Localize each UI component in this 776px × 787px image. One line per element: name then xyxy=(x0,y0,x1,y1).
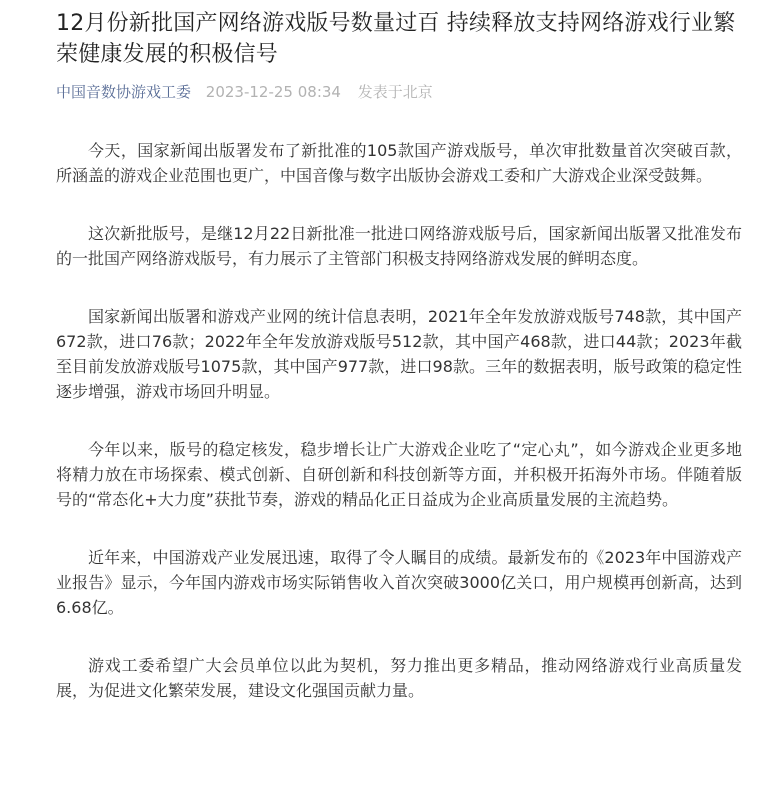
publish-location: 发表于北京 xyxy=(357,83,433,101)
paragraph-1: 今天，国家新闻出版署发布了新批准的105款国产游戏版号，单次审批数量首次突破百款，所涵盖的游戏企业范围也更广，中国音像与数字出版协会游戏工委和广大游戏企业深受鼓舞。 xyxy=(56,141,742,185)
article-body xyxy=(56,138,742,703)
paragraph-6: 游戏工委希望广大会员单位以此为契机，努力推出更多精品，推动网络游戏行业高质量发展，为促进文化繁荣发展，建设文化强国贡献力量。 xyxy=(56,656,742,700)
source-account-link[interactable]: 中国音数协游戏工委 xyxy=(56,83,192,101)
article-title: 12月份新批国产网络游戏版号数量过百 持续释放支持网络游戏行业繁荣健康发展的积极信号 xyxy=(56,11,736,67)
paragraph-5: 近年来，中国游戏产业发展迅速，取得了令人瞩目的成绩。最新发布的《2023年中国游戏产业报告》显示，今年国内游戏市场实际销售收入首次突破3000亿关口，用户规模再创新高，达到6.68亿。 xyxy=(56,548,742,617)
paragraph-4: 今年以来，版号的稳定核发，稳步增长让广大游戏企业吃了“定心丸”，如今游戏企业更多地将精力放在市场探索、模式创新、自研创新和科技创新等方面，并积极开拓海外市场。伴随着版号的“常态化+大力度”获批节奏，游戏的精品化正日益成为企业高质量发展的主流趋势。 xyxy=(56,440,742,509)
paragraph-3: 国家新闻出版署和游戏产业网的统计信息表明，2021年全年发放游戏版号748款，其中国产672款，进口76款；2022年全年发放游戏版号512款，其中国产468款，进口44款；2023年截至目前发放游戏版号1075款，其中国产977款，进口98款。三年的数据表明，版号政策的稳定性逐步增强，游戏市场回升明显。 xyxy=(56,307,742,401)
publish-date: 2023-12-25 08:34 xyxy=(205,83,341,101)
paragraph-2: 这次新批版号，是继12月22日新批准一批进口网络游戏版号后，国家新闻出版署又批准发布的一批国产网络游戏版号，有力展示了主管部门积极支持网络游戏发展的鲜明态度。 xyxy=(56,224,742,268)
article-meta xyxy=(56,82,742,102)
